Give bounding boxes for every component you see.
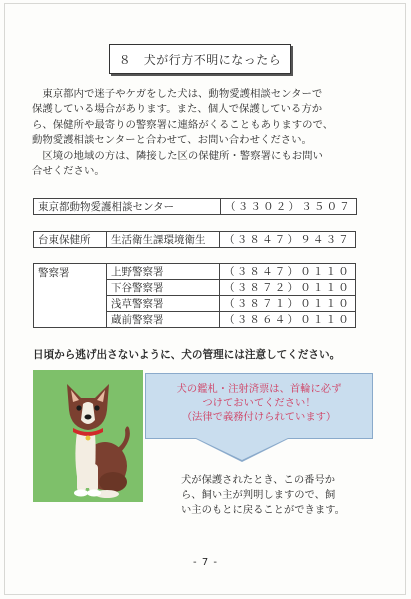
paragraph-1-line: 保護している場合があります。また、個人で保護している方か <box>32 103 323 116</box>
paragraph-2-line: 区境の地域の方は、隣接した区の保健所・警察署にもお問い <box>42 149 323 162</box>
police-table <box>33 263 356 328</box>
paragraph-1 <box>32 87 378 102</box>
dog-illustration <box>33 370 143 502</box>
bottom-line: 犬が保護されたとき、この番号か <box>181 474 336 486</box>
police-label: 警察署 <box>34 264 107 328</box>
paragraph-2-line: 合せください。 <box>32 165 105 178</box>
health-office-phone: （３８４７）９４３７ <box>220 232 356 248</box>
callout-line: （法律で義務付けられています） <box>181 411 337 423</box>
bottom-line: い主のもとに戻ることができます。 <box>181 504 345 516</box>
paragraph-1-line: 動物愛護相談センターと合わせて、お問い合わせください。 <box>32 134 312 147</box>
police-station-name: 浅草警察署 <box>107 296 220 312</box>
table-row <box>34 199 357 215</box>
notice-text: 日頃から逃げ出さないように、犬の管理には注意してください。 <box>33 349 341 361</box>
tag-callout <box>145 373 373 439</box>
paragraph-1-line: 東京都内で迷子やケガをした犬は、動物愛護相談センターで <box>42 88 323 100</box>
table-row <box>34 264 356 280</box>
police-station-phone: （３８６４）０１１０ <box>220 312 356 328</box>
health-office-name: 台東保健所 <box>34 232 107 248</box>
police-station-phone: （３８７１）０１１０ <box>220 296 356 312</box>
page-number: - 7 - <box>193 557 218 568</box>
center-name: 東京都動物愛護相談センター <box>34 199 221 215</box>
bottom-line: ら、飼い主が判明しますので、飼 <box>181 489 336 501</box>
paragraph-1-line: ら、保健所や最寄りの警察署に連絡がくることもありますので、 <box>32 118 334 131</box>
police-station-phone: （３８４７）０１１０ <box>220 264 356 280</box>
police-station-name: 下谷警察署 <box>107 280 220 296</box>
police-station-name: 上野警察署 <box>107 264 220 280</box>
center-contact-table <box>33 198 357 215</box>
table-row <box>34 232 356 248</box>
body-text <box>32 87 378 179</box>
police-station-name: 蔵前警察署 <box>107 312 220 328</box>
callout-arrow <box>196 438 288 460</box>
center-phone: （３３０２）３５０７ <box>221 199 357 215</box>
police-station-phone: （３８７２）０１１０ <box>220 280 356 296</box>
callout-line: つけておいてください！ <box>202 397 316 409</box>
health-office-table <box>33 231 356 248</box>
bottom-text <box>181 473 381 518</box>
health-office-section: 生活衛生課環境衛生 <box>107 232 220 248</box>
callout-line: 犬の鑑札・注射済票は、首輪に必ず <box>176 383 342 395</box>
section-title: ８ 犬が行方不明になったら <box>109 44 291 74</box>
dog-icon <box>33 370 143 502</box>
